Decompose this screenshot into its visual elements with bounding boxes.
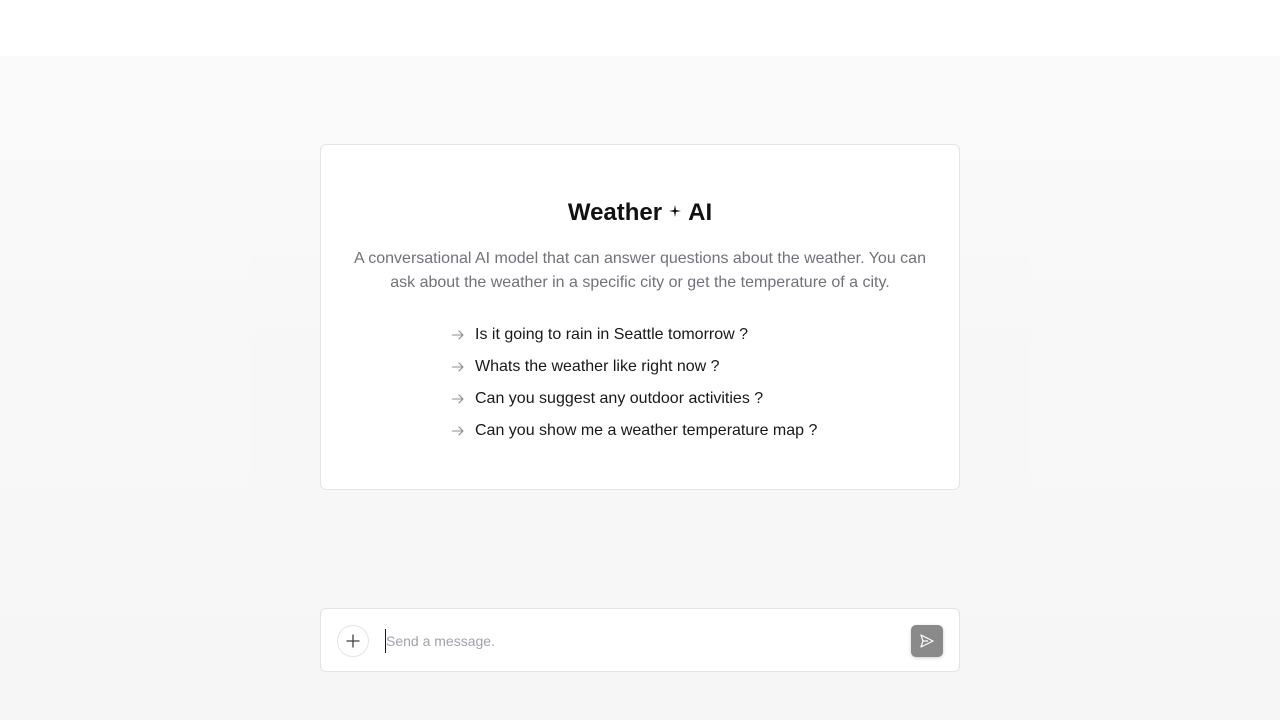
message-input[interactable] [385,629,895,653]
send-icon [919,633,935,649]
title-ai: AI [688,199,713,226]
example-prompts [321,319,959,447]
example-prompt[interactable] [451,319,959,351]
example-prompt[interactable] [451,383,959,415]
example-prompt-label: Can you suggest any outdoor activities ? [475,390,764,407]
sparkle-icon [668,204,682,218]
plus-icon [346,634,360,648]
send-button[interactable] [911,625,943,657]
example-prompt[interactable] [451,415,959,447]
example-prompt-label: Can you show me a weather temperature map ? [475,422,818,439]
message-composer [320,608,960,672]
new-chat-button[interactable] [337,625,369,657]
top-bar [0,0,1280,56]
welcome-description: A conversational AI model that can answer questions about the weather. You can ask about the weather in a specific city or get the temperature of a city. [354,250,926,291]
arrow-right-icon [451,424,465,438]
arrow-right-icon [451,392,465,406]
example-prompt-label: Is it going to rain in Seattle tomorrow ? [475,326,749,343]
arrow-right-icon [451,360,465,374]
welcome-title [321,197,959,229]
example-prompt-label: Whats the weather like right now ? [475,358,720,375]
title-weather: Weather [567,199,663,226]
arrow-right-icon [451,328,465,342]
example-prompt[interactable] [451,351,959,383]
welcome-card [320,144,960,490]
